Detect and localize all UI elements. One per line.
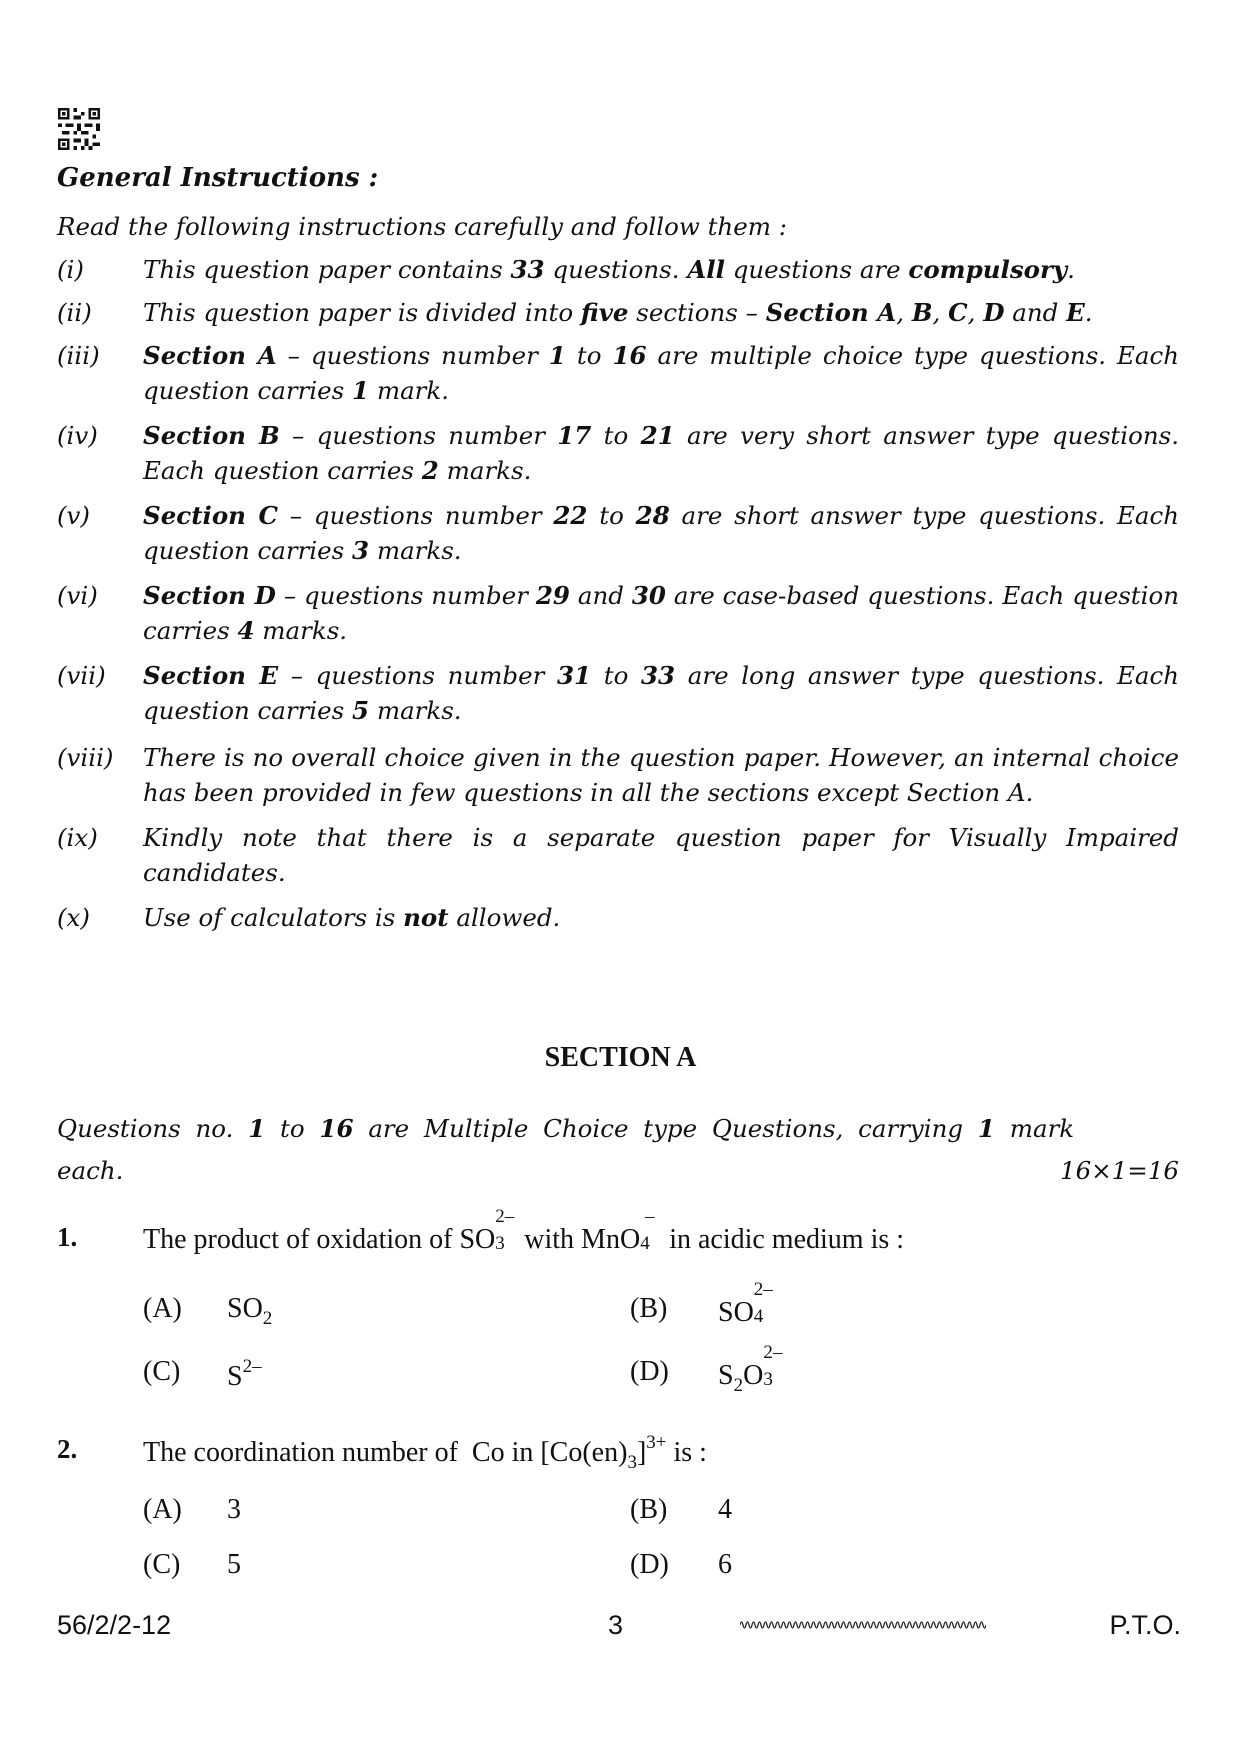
instruction-text: This question paper is divided into five sections – Section A, B, C, D and E.: [143, 298, 1093, 327]
option-value: $S_2O$ 2– 3: [718, 1342, 783, 1396]
option-label: (A): [143, 1293, 182, 1324]
option-value: $S^{2-}$: [227, 1356, 262, 1392]
section-a-desc-line2: each.: [57, 1156, 124, 1185]
option-value: 4: [718, 1494, 732, 1525]
option-label: (B): [630, 1494, 668, 1525]
instruction-text: Kindly note that there is a separate question paper for Visually Impaired candidates.: [143, 823, 1179, 887]
question-number: 1.: [57, 1222, 78, 1252]
option-value: 3: [227, 1494, 241, 1525]
instruction-number: (viii): [57, 743, 114, 772]
instruction-text: Section D – questions number 29 and 30 are case-based questions. Each question carries 4 marks.: [143, 581, 1179, 645]
section-a-desc-line1: Questions no. 1 to 16 are Multiple Choice type Questions, carrying 1 mark: [57, 1114, 1075, 1143]
option-value: SO 2– 4: [718, 1279, 773, 1328]
instruction-item-1: [57, 252, 1179, 287]
option-value: 6: [718, 1549, 732, 1580]
option-label: (A): [143, 1494, 182, 1525]
qr-code-icon: [57, 108, 101, 150]
option-label: (D): [630, 1356, 669, 1387]
option-label: (D): [630, 1549, 669, 1580]
instruction-item-9: [57, 820, 1179, 890]
instruction-number: (x): [57, 903, 90, 932]
option-label: (C): [143, 1549, 181, 1580]
instruction-item-3: [57, 338, 1179, 408]
instructions-intro: Read the following instructions carefully and follow them :: [57, 212, 787, 241]
wavy-line-decoration: [740, 1618, 986, 1632]
instruction-item-7: [57, 658, 1179, 728]
instruction-text: There is no overall choice given in the question paper. However, an internal choice has been provided in few questions in all the sections except Section A.: [143, 743, 1179, 807]
instruction-number: (vii): [57, 661, 106, 690]
section-a-description: [57, 1108, 1179, 1192]
option-value: $SO_2$: [227, 1293, 273, 1329]
question-text: The product of oxidation of SO 2– 3 with MnO – 4 in acidic medium is :: [143, 1206, 905, 1255]
option-label: (C): [143, 1356, 181, 1387]
general-instructions-heading: General Instructions :: [57, 163, 379, 193]
instruction-item-10: [57, 900, 1179, 935]
instruction-text: Use of calculators is not allowed.: [143, 903, 561, 932]
instruction-number: (iii): [57, 341, 100, 370]
instruction-item-2: [57, 295, 1179, 330]
paper-code: 56/2/2-12: [57, 1610, 172, 1640]
instruction-number: (v): [57, 501, 90, 530]
instruction-text: Section E – questions number 31 to 33 are long answer type questions. Each question carries 5 marks.: [143, 661, 1180, 725]
page-number: 3: [608, 1610, 624, 1640]
instruction-number: (iv): [57, 421, 98, 450]
instruction-item-6: [57, 578, 1179, 648]
option-label: (B): [630, 1293, 668, 1324]
option-value: 5: [227, 1549, 241, 1580]
instruction-number: (vi): [57, 581, 98, 610]
instruction-number: (ii): [57, 298, 92, 327]
instruction-number: (ix): [57, 823, 98, 852]
instruction-text: Section B – questions number 17 to 21 are very short answer type questions. Each question carries 2 marks.: [143, 421, 1180, 485]
instruction-item-5: [57, 498, 1179, 568]
pto-label: P.T.O.: [1109, 1610, 1181, 1640]
section-a-title: SECTION A: [544, 1042, 697, 1073]
instruction-item-4: [57, 418, 1179, 488]
section-a-marks-total: 16×1=16: [1060, 1156, 1179, 1185]
instruction-number: (i): [57, 255, 84, 284]
instruction-item-8: [57, 740, 1179, 810]
instruction-text: Section C – questions number 22 to 28 are short answer type questions. Each question carries 3 marks.: [143, 501, 1180, 565]
instruction-text: This question paper contains 33 questions. All questions are compulsory.: [143, 255, 1075, 284]
instruction-text: Section A – questions number 1 to 16 are multiple choice type questions. Each question carries 1 mark.: [143, 341, 1180, 405]
question-number: 2.: [57, 1434, 78, 1464]
question-text: The coordination number of Co in $[Co(en)_3]^{3+}$ is :: [143, 1432, 707, 1473]
